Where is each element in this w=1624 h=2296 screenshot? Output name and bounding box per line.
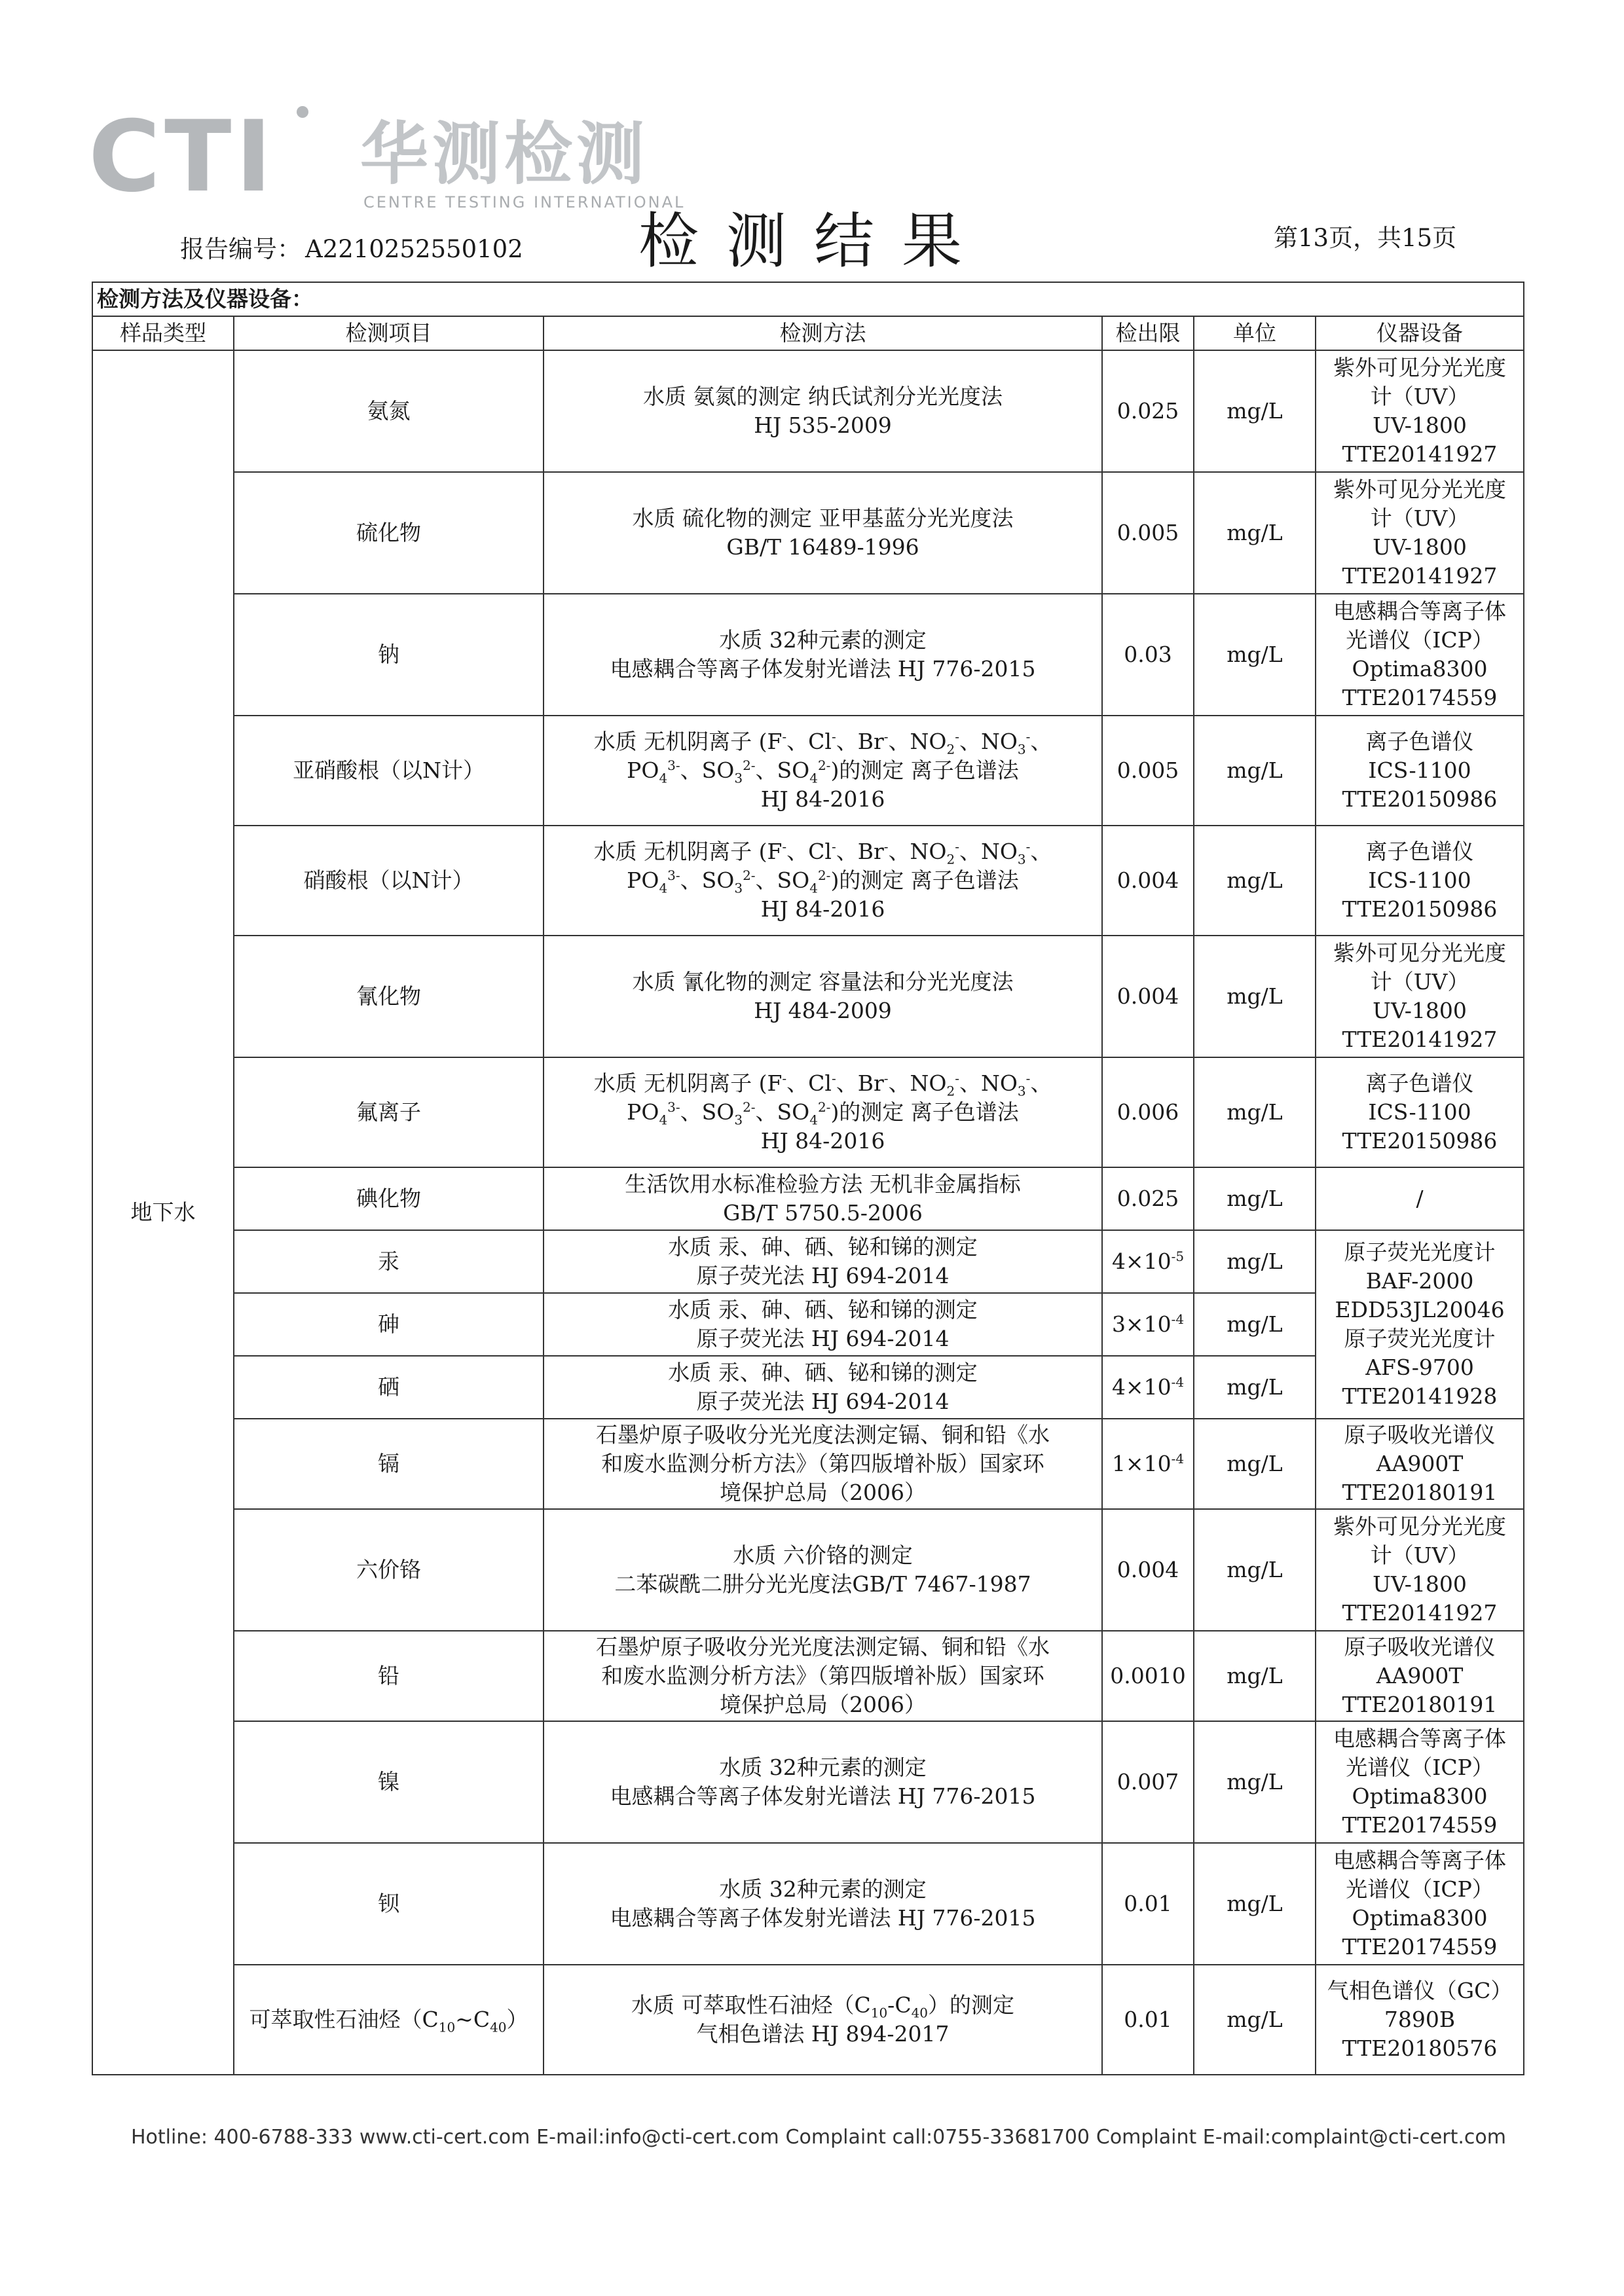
logo-chinese-name: 华测检测 — [360, 114, 649, 194]
item-cell: 亚硝酸根（以N计） — [234, 716, 544, 826]
unit-cell: mg/L — [1194, 1356, 1316, 1419]
limit-cell: $4\times 10^{-5}$ — [1102, 1230, 1194, 1293]
method-cell: 水质 无机阴离子 (F-、Cl-、Br-、$NO_2^-$、$NO_3^-$、 $PO_4^{3-}$、$SO_3^{2-}$、$SO_4^{2-}$)的测定 离子色谱法 HJ 84-2016 — [544, 826, 1102, 936]
item-cell: 镉 — [234, 1419, 544, 1509]
item-cell: 氟离子 — [234, 1057, 544, 1167]
results-table — [92, 282, 1524, 2075]
instrument-cell: 离子色谱仪 ICS-1100 TTE20150986 — [1316, 826, 1524, 936]
limit-cell: 0.01 — [1102, 1843, 1194, 1965]
unit-cell: mg/L — [1194, 1293, 1316, 1356]
instrument-cell: 电感耦合等离子体 光谱仪（ICP） Optima8300 TTE20174559 — [1316, 1843, 1524, 1965]
table-row — [92, 1293, 1524, 1356]
method-cell: 水质 可萃取性石油烃$(C_{10}-C_{40})$的测定 气相色谱法 HJ 894-2017 — [544, 1965, 1102, 2075]
method-cell: 水质 六价铬的测定 二苯碳酰二肼分光光度法GB/T 7467-1987 — [544, 1509, 1102, 1631]
item-cell: 铅 — [234, 1631, 544, 1721]
limit-cell: 0.006 — [1102, 1057, 1194, 1167]
limit-cell: 0.007 — [1102, 1721, 1194, 1843]
instrument-cell: 离子色谱仪 ICS-1100 TTE20150986 — [1316, 1057, 1524, 1167]
logo-dot-icon — [297, 106, 308, 118]
item-cell: 汞 — [234, 1230, 544, 1293]
table-row — [92, 1419, 1524, 1509]
unit-cell: mg/L — [1194, 1167, 1316, 1230]
footer — [131, 2126, 1506, 2149]
item-cell: 镍 — [234, 1721, 544, 1843]
logo-mark: CTI — [88, 100, 276, 214]
footer-email: E-mail:info@cti-cert.com — [536, 2126, 779, 2149]
limit-cell: $1\times 10^{-4}$ — [1102, 1419, 1194, 1509]
limit-cell: 0.0010 — [1102, 1631, 1194, 1721]
column-header: 检出限 — [1102, 316, 1194, 350]
table-row — [92, 1057, 1524, 1167]
unit-cell: mg/L — [1194, 1419, 1316, 1509]
limit-cell: 0.03 — [1102, 594, 1194, 716]
unit-cell: mg/L — [1194, 716, 1316, 826]
table-row — [92, 1843, 1524, 1965]
limit-cell: 0.01 — [1102, 1965, 1194, 2075]
unit-cell: mg/L — [1194, 826, 1316, 936]
page-indicator: 第13页，共15页 — [1274, 224, 1457, 252]
instrument-cell: 气相色谱仪（GC） 7890B TTE20180576 — [1316, 1965, 1524, 2075]
method-cell: 水质 汞、砷、硒、铋和锑的测定 原子荧光法 HJ 694-2014 — [544, 1230, 1102, 1293]
item-cell: 硫化物 — [234, 472, 544, 594]
column-header: 检测项目 — [234, 316, 544, 350]
footer-complaint-call: Complaint call:0755-33681700 — [785, 2126, 1090, 2149]
method-cell: 石墨炉原子吸收分光光度法测定镉、铜和铅《水 和废水监测分析方法》（第四版增补版）国家环 境保护总局（2006） — [544, 1419, 1102, 1509]
table-row — [92, 1230, 1524, 1293]
column-header: 样品类型 — [92, 316, 234, 350]
table-row — [92, 472, 1524, 594]
instrument-cell: 紫外可见分光光度 计（UV） UV-1800 TTE20141927 — [1316, 472, 1524, 594]
unit-cell: mg/L — [1194, 1721, 1316, 1843]
table-row — [92, 716, 1524, 826]
method-cell: 水质 汞、砷、硒、铋和锑的测定 原子荧光法 HJ 694-2014 — [544, 1356, 1102, 1419]
footer-complaint-email: Complaint E-mail:complaint@cti-cert.com — [1096, 2126, 1506, 2149]
unit-cell: mg/L — [1194, 594, 1316, 716]
limit-cell: 0.004 — [1102, 826, 1194, 936]
table-row — [92, 936, 1524, 1057]
section-row — [92, 282, 1524, 316]
table-row — [92, 350, 1524, 472]
table-row — [92, 826, 1524, 936]
report-number-value: A2210252550102 — [305, 235, 523, 263]
unit-cell: mg/L — [1194, 1965, 1316, 2075]
method-cell: 水质 32种元素的测定 电感耦合等离子体发射光谱法 HJ 776-2015 — [544, 594, 1102, 716]
page-title: 检测结果 — [638, 206, 990, 276]
table-row — [92, 1167, 1524, 1230]
header-row — [92, 316, 1524, 350]
table-row — [92, 1965, 1524, 2075]
method-cell: 水质 32种元素的测定 电感耦合等离子体发射光谱法 HJ 776-2015 — [544, 1721, 1102, 1843]
unit-cell: mg/L — [1194, 1509, 1316, 1631]
method-cell: 水质 无机阴离子 (F-、Cl-、Br-、$NO_2^-$、$NO_3^-$、 $PO_4^{3-}$、$SO_3^{2-}$、$SO_4^{2-}$)的测定 离子色谱法 HJ 84-2016 — [544, 1057, 1102, 1167]
instrument-cell: 原子吸收光谱仪 AA900T TTE20180191 — [1316, 1631, 1524, 1721]
results-table-body — [92, 282, 1524, 2075]
footer-website: www.cti-cert.com — [359, 2126, 530, 2149]
instrument-cell: 离子色谱仪 ICS-1100 TTE20150986 — [1316, 716, 1524, 826]
instrument-cell: 紫外可见分光光度 计（UV） UV-1800 TTE20141927 — [1316, 1509, 1524, 1631]
sample-type-cell: 地下水 — [92, 350, 234, 2075]
report-number — [180, 229, 523, 264]
limit-cell: 0.005 — [1102, 716, 1194, 826]
limit-cell: $3\times 10^{-4}$ — [1102, 1293, 1194, 1356]
item-cell: 六价铬 — [234, 1509, 544, 1631]
method-cell: 水质 汞、砷、硒、铋和锑的测定 原子荧光法 HJ 694-2014 — [544, 1293, 1102, 1356]
limit-cell: 0.004 — [1102, 1509, 1194, 1631]
item-cell: 氨氮 — [234, 350, 544, 472]
item-cell: 可萃取性石油烃$(C_{10}\sim C_{40})$ — [234, 1965, 544, 2075]
limit-cell: 0.025 — [1102, 350, 1194, 472]
limit-cell: 0.005 — [1102, 472, 1194, 594]
limit-cell: 0.025 — [1102, 1167, 1194, 1230]
column-header: 检测方法 — [544, 316, 1102, 350]
table-row — [92, 1509, 1524, 1631]
logo-english-name: CENTRE TESTING INTERNATIONAL — [363, 193, 686, 211]
method-cell: 水质 无机阴离子 (F-、Cl-、Br-、$NO_2^-$、$NO_3^-$、 $PO_4^{3-}$、$SO_3^{2-}$、$SO_4^{2-}$)的测定 离子色谱法 HJ 84-2016 — [544, 716, 1102, 826]
item-cell: 碘化物 — [234, 1167, 544, 1230]
report-number-label: 报告编号： — [180, 235, 301, 263]
limit-cell: $4\times 10^{-4}$ — [1102, 1356, 1194, 1419]
table-row — [92, 1721, 1524, 1843]
instrument-cell: 紫外可见分光光度 计（UV） UV-1800 TTE20141927 — [1316, 936, 1524, 1057]
instrument-cell: 电感耦合等离子体 光谱仪（ICP） Optima8300 TTE20174559 — [1316, 594, 1524, 716]
unit-cell: mg/L — [1194, 1843, 1316, 1965]
table-row — [92, 594, 1524, 716]
unit-cell: mg/L — [1194, 1230, 1316, 1293]
method-cell: 水质 32种元素的测定 电感耦合等离子体发射光谱法 HJ 776-2015 — [544, 1843, 1102, 1965]
instrument-cell: 紫外可见分光光度 计（UV） UV-1800 TTE20141927 — [1316, 350, 1524, 472]
item-cell: 硒 — [234, 1356, 544, 1419]
item-cell: 钠 — [234, 594, 544, 716]
table-row — [92, 1631, 1524, 1721]
column-header: 单位 — [1194, 316, 1316, 350]
unit-cell: mg/L — [1194, 1057, 1316, 1167]
table-row — [92, 1356, 1524, 1419]
item-cell: 钡 — [234, 1843, 544, 1965]
method-cell: 水质 氨氮的测定 纳氏试剂分光光度法 HJ 535-2009 — [544, 350, 1102, 472]
footer-hotline: Hotline: 400-6788-333 — [131, 2126, 353, 2149]
method-cell: 水质 氰化物的测定 容量法和分光光度法 HJ 484-2009 — [544, 936, 1102, 1057]
section-title: 检测方法及仪器设备： — [92, 282, 1524, 316]
instrument-cell: 原子荧光光度计 BAF-2000 EDD53JL20046 原子荧光光度计 AFS-9700 TTE20141928 — [1316, 1230, 1524, 1419]
unit-cell: mg/L — [1194, 472, 1316, 594]
instrument-cell: 原子吸收光谱仪 AA900T TTE20180191 — [1316, 1419, 1524, 1509]
limit-cell: 0.004 — [1102, 936, 1194, 1057]
item-cell: 氰化物 — [234, 936, 544, 1057]
item-cell: 硝酸根（以N计） — [234, 826, 544, 936]
method-cell: 水质 硫化物的测定 亚甲基蓝分光光度法 GB/T 16489-1996 — [544, 472, 1102, 594]
unit-cell: mg/L — [1194, 1631, 1316, 1721]
item-cell: 砷 — [234, 1293, 544, 1356]
unit-cell: mg/L — [1194, 936, 1316, 1057]
instrument-cell: 电感耦合等离子体 光谱仪（ICP） Optima8300 TTE20174559 — [1316, 1721, 1524, 1843]
method-cell: 石墨炉原子吸收分光光度法测定镉、铜和铅《水 和废水监测分析方法》（第四版增补版）国家环 境保护总局（2006） — [544, 1631, 1102, 1721]
instrument-cell: / — [1316, 1167, 1524, 1230]
method-cell: 生活饮用水标准检验方法 无机非金属指标 GB/T 5750.5-2006 — [544, 1167, 1102, 1230]
column-header: 仪器设备 — [1316, 316, 1524, 350]
unit-cell: mg/L — [1194, 350, 1316, 472]
